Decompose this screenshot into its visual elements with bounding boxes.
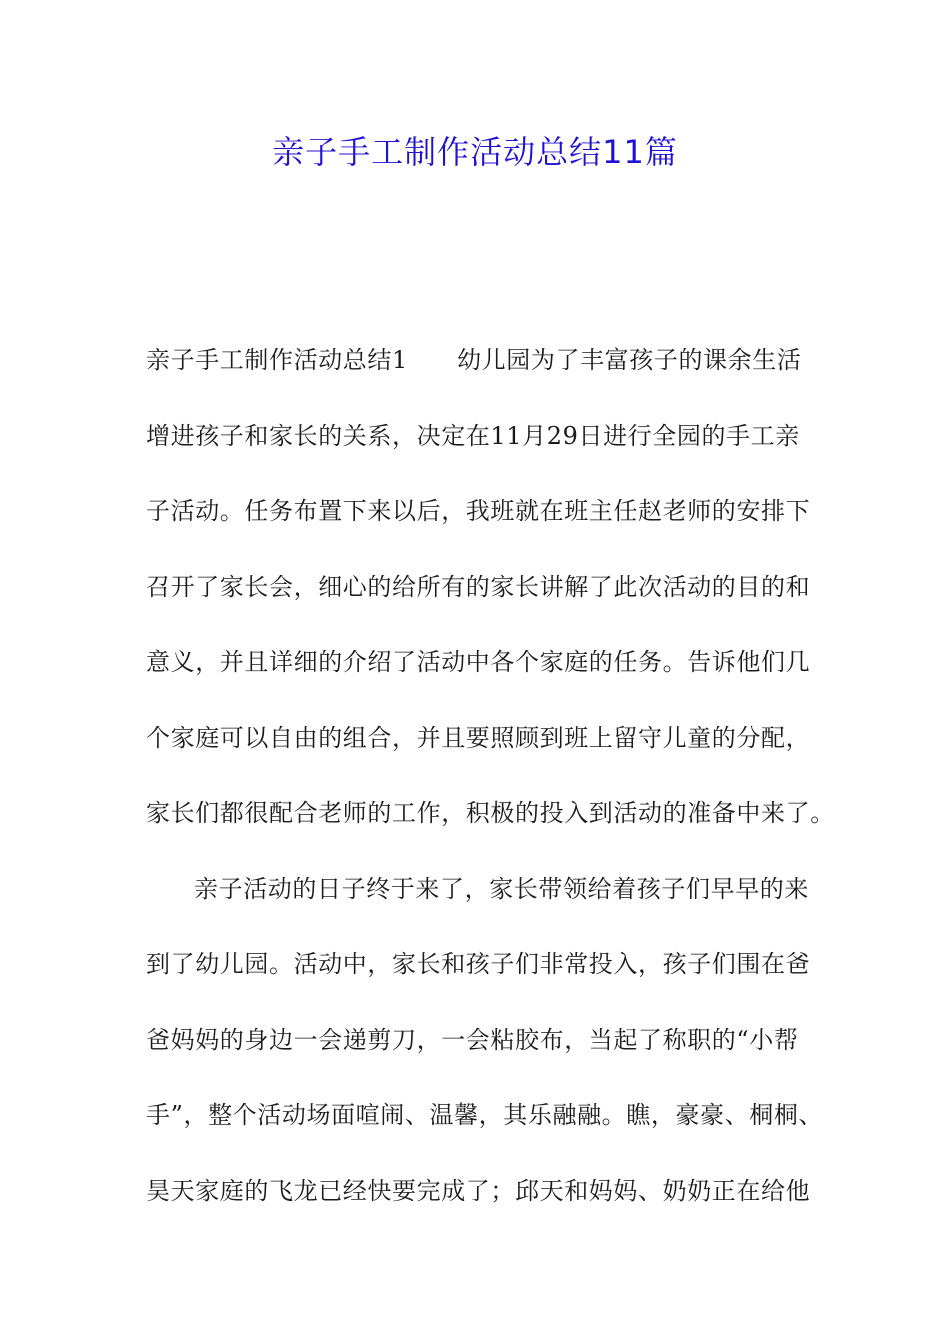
text-line: 到了幼儿园。活动中，家长和孩子们非常投入，孩子们围在爸: [146, 950, 811, 978]
paragraph-start-line: 亲子活动的日子终于来了，家长带领给着孩子们早早的来: [194, 874, 809, 903]
text-line: 爸妈妈的身边一会递剪刀，一会粘胶布，当起了称职的“小帮: [146, 1025, 799, 1054]
text-line: 亲子手工制作活动总结1 幼儿园为了丰富孩子的课余生活: [146, 346, 802, 374]
text-line: 增进孩子和家长的关系，决定在11月29日进行全园的手工亲: [146, 421, 800, 450]
text-line: 意义，并且详细的介绍了活动中各个家庭的任务。告诉他们几: [146, 648, 811, 676]
text-line: 召开了家长会，细心的给所有的家长讲解了此次活动的目的和: [146, 572, 811, 601]
text-line: 个家庭可以自由的组合，并且要照顾到班上留守儿童的分配，: [146, 723, 811, 752]
text-line: 子活动。任务布置下来以后，我班就在班主任赵老师的安排下: [146, 497, 811, 525]
document-title: 亲子手工制作活动总结11篇: [272, 133, 678, 171]
document-body: [146, 340, 836, 1246]
text-line: 家长们都很配合老师的工作，积极的投入到活动的准备中来了。: [146, 799, 835, 827]
text-line: 昊天家庭的飞龙已经快要完成了；邱天和妈妈、奶奶正在给他: [146, 1176, 811, 1205]
text-line: 手”，整个活动场面喧闹、温馨，其乐融融。瞧，豪豪、桐桐、: [146, 1101, 824, 1129]
